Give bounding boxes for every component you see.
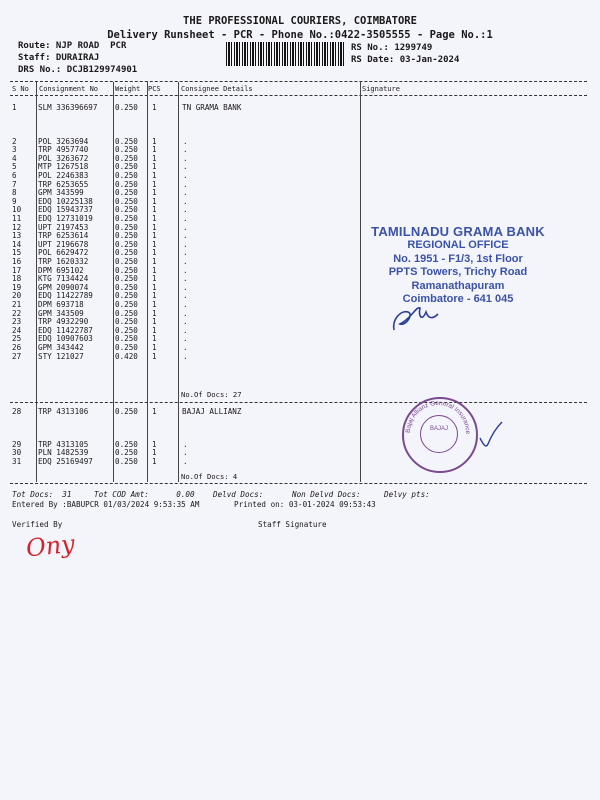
header-divider [10, 81, 587, 82]
cell-weight: 0.250 [115, 439, 138, 449]
cell-weight: 0.250 [115, 231, 138, 241]
cell-sno: 19 [12, 282, 22, 292]
table-row [0, 103, 600, 112]
col-weight: Weight [115, 85, 141, 93]
cell-weight: 0.250 [115, 103, 138, 112]
cell-consignment: POL 6629472 [38, 248, 89, 258]
cell-consignment: MTP 1267518 [38, 162, 89, 172]
cell-pcs: 1 [152, 334, 157, 344]
staff-label: Staff: DURAIRAJ [18, 53, 100, 63]
cell-weight: 0.250 [115, 214, 138, 223]
cell-consignment: STY 121027 [38, 351, 84, 361]
cell-sno: 12 [12, 222, 22, 232]
cell-pcs: 1 [152, 439, 157, 449]
cell-sno: 7 [12, 179, 17, 189]
cell-consignee: . [183, 188, 188, 198]
non-delivered-docs: Non Delvd Docs: [292, 490, 361, 499]
cell-pcs: 1 [152, 448, 157, 458]
cell-weight: 0.250 [115, 145, 138, 155]
barcode [226, 42, 344, 66]
cell-consignment: EDQ 10907603 [38, 334, 93, 344]
cell-pcs: 1 [152, 136, 157, 146]
cell-consignee: . [183, 214, 188, 223]
runsheet-title: THE PROFESSIONAL COURIERS, COIMBATORE [183, 15, 417, 27]
cell-pcs: 1 [152, 325, 157, 335]
cell-weight: 0.420 [115, 351, 138, 361]
cell-weight: 0.250 [115, 205, 138, 215]
consignee-name: BAJAJ ALLIANZ [182, 407, 242, 416]
cell-pcs: 1 [152, 248, 157, 258]
docs-count: No.Of Docs: 27 [181, 390, 242, 399]
cell-sno: 31 [12, 456, 22, 466]
cell-consignee: . [183, 196, 188, 206]
cell-consignee: . [183, 300, 188, 309]
cell-sno: 28 [12, 407, 22, 416]
group-divider [10, 402, 587, 403]
cell-sno: 18 [12, 274, 22, 284]
cell-pcs: 1 [152, 196, 157, 206]
cell-consignee: . [183, 274, 188, 284]
cell-pcs: 1 [152, 351, 157, 361]
cell-sno: 9 [12, 196, 17, 206]
cell-consignee: . [183, 282, 188, 292]
seal-center [420, 415, 458, 453]
cell-consignee: . [183, 317, 188, 327]
stamp-line: No. 1951 - F1/3, 1st Floor [393, 252, 523, 265]
cell-consignee: . [183, 248, 188, 258]
cell-sno: 16 [12, 257, 22, 266]
cell-pcs: 1 [152, 231, 157, 241]
cell-sno: 24 [12, 325, 22, 335]
cell-consignment: TRP 4313106 [38, 407, 89, 416]
cell-consignee: . [183, 231, 188, 241]
cell-pcs: 1 [152, 291, 157, 301]
cell-consignment: SLM 336396697 [38, 103, 98, 112]
cell-pcs: 1 [152, 456, 157, 466]
cell-sno: 6 [12, 171, 17, 180]
cell-weight: 0.250 [115, 239, 138, 249]
cell-consignee: . [183, 265, 188, 275]
cell-sno: 27 [12, 351, 22, 361]
cell-weight: 0.250 [115, 171, 138, 180]
consignee-name: TN GRAMA BANK [182, 103, 242, 112]
cell-consignee: . [183, 239, 188, 249]
cell-consignee: . [183, 162, 188, 172]
cell-weight: 0.250 [115, 334, 138, 344]
col-signature: Signature [362, 85, 400, 93]
cell-sno: 14 [12, 239, 22, 249]
table-row [0, 352, 600, 361]
cell-consignment: TRP 1620332 [38, 257, 89, 266]
cell-consignment: GPM 2090074 [38, 282, 89, 292]
cell-consignment: TRP 6253655 [38, 179, 89, 189]
cell-sno: 8 [12, 188, 17, 198]
column-divider [10, 95, 587, 96]
cell-consignee: . [183, 136, 188, 146]
cell-pcs: 1 [152, 343, 157, 352]
cell-weight: 0.250 [115, 282, 138, 292]
cell-pcs: 1 [152, 222, 157, 232]
stamp-line: PPTS Towers, Trichy Road [388, 266, 528, 278]
route-label: Route: NJP ROAD PCR [18, 41, 127, 51]
cell-pcs: 1 [152, 145, 157, 155]
cell-pcs: 1 [152, 179, 157, 189]
cell-consignment: EDQ 10225138 [38, 196, 93, 206]
cell-sno: 15 [12, 248, 22, 258]
cell-weight: 0.250 [115, 300, 138, 309]
table-row [0, 407, 600, 416]
docs-count: No.Of Docs: 4 [181, 472, 238, 481]
stamp-line: Ramanathapuram [411, 279, 505, 292]
cell-weight: 0.250 [115, 325, 138, 335]
printed-on: Printed on: 03-01-2024 09:53:43 [234, 500, 376, 509]
cell-consignee: . [183, 145, 188, 155]
seal-center-text: BAJAJ [429, 426, 448, 432]
total-docs: Tot Docs: 31 [12, 490, 72, 499]
cell-consignment: DPM 695102 [38, 265, 84, 275]
cell-pcs: 1 [152, 205, 157, 215]
verified-by-label: Verified By [12, 520, 63, 529]
cell-sno: 2 [12, 136, 17, 146]
cell-consignment: EDQ 11422787 [38, 325, 93, 335]
cell-pcs: 1 [152, 103, 157, 112]
cell-consignee: . [183, 456, 188, 466]
tick-mark [478, 420, 504, 450]
cell-weight: 0.250 [115, 188, 138, 198]
cell-sno: 26 [12, 343, 22, 352]
cell-consignment: UPT 2197453 [38, 222, 89, 232]
cell-weight: 0.250 [115, 196, 138, 206]
cell-consignment: POL 3263694 [38, 136, 89, 146]
verified-handwriting: Ony [24, 529, 77, 563]
cell-consignment: KTG 7134424 [38, 274, 89, 284]
cell-consignment: TRP 4932290 [38, 317, 89, 327]
cell-pcs: 1 [152, 257, 157, 266]
cell-consignee: . [183, 351, 188, 361]
cell-weight: 0.250 [115, 257, 138, 266]
delivered-docs: Delvd Docs: [213, 490, 264, 499]
col-pcs: PCS [148, 85, 161, 93]
rs-number: RS No.: 1299749 [351, 43, 433, 53]
cell-consignment: EDQ 11422789 [38, 291, 93, 301]
cell-consignment: POL 3263672 [38, 153, 89, 163]
cell-consignee: . [183, 448, 188, 458]
cell-consignment: DPM 693718 [38, 300, 84, 309]
cell-pcs: 1 [152, 188, 157, 198]
rs-date: RS Date: 03-Jan-2024 [351, 55, 460, 65]
cell-weight: 0.250 [115, 291, 138, 301]
cell-sno: 20 [12, 291, 22, 301]
cell-sno: 11 [12, 214, 22, 223]
cell-consignment: TRP 4957740 [38, 145, 89, 155]
cell-sno: 10 [12, 205, 22, 215]
cell-weight: 0.250 [115, 407, 138, 416]
cell-consignment: TRP 4313105 [38, 439, 89, 449]
cell-weight: 0.250 [115, 274, 138, 284]
bank-stamp [358, 224, 558, 307]
cell-consignment: GPM 343599 [38, 188, 84, 198]
stamp-line: REGIONAL OFFICE [407, 239, 509, 251]
cell-consignee: . [183, 308, 188, 318]
cell-consignment: GPM 343509 [38, 308, 84, 318]
stamp-line: Coimbatore - 641 045 [402, 293, 514, 305]
cell-weight: 0.250 [115, 308, 138, 318]
cell-sno: 25 [12, 334, 22, 344]
cell-sno: 29 [12, 439, 22, 449]
cell-consignee: . [183, 291, 188, 301]
staff-signature-label: Staff Signature [258, 520, 327, 529]
cell-pcs: 1 [152, 407, 157, 416]
group-divider [10, 483, 587, 484]
cell-consignee: . [183, 153, 188, 163]
cell-consignment: EDQ 15943737 [38, 205, 93, 215]
seal-ring-text: Bajaj Allianz General Insurance [404, 399, 472, 435]
cell-consignee: . [183, 179, 188, 189]
cell-consignee: . [183, 334, 188, 344]
cell-consignment: GPM 343442 [38, 343, 84, 352]
runsheet-subtitle: Delivery Runsheet - PCR - Phone No.:0422-3505555 - Page No.:1 [107, 29, 493, 41]
cell-sno: 3 [12, 145, 17, 155]
drs-number: DRS No.: DCJB129974901 [18, 65, 138, 75]
cell-weight: 0.250 [115, 343, 138, 352]
cell-weight: 0.250 [115, 265, 138, 275]
cell-weight: 0.250 [115, 448, 138, 458]
cell-consignment: TRP 6253614 [38, 231, 89, 241]
cell-weight: 0.250 [115, 222, 138, 232]
cell-consignee: . [183, 439, 188, 449]
cell-weight: 0.250 [115, 162, 138, 172]
cell-pcs: 1 [152, 214, 157, 223]
cell-sno: 23 [12, 317, 22, 327]
cell-sno: 4 [12, 153, 17, 163]
cell-pcs: 1 [152, 274, 157, 284]
bank-signature [388, 300, 448, 334]
cell-pcs: 1 [152, 171, 157, 180]
cell-consignment: EDQ 12731019 [38, 214, 93, 223]
cell-pcs: 1 [152, 153, 157, 163]
table-row [0, 457, 600, 466]
cell-consignee: . [183, 205, 188, 215]
delivery-points: Delvy pts: [384, 490, 430, 499]
cell-sno: 1 [12, 103, 17, 112]
cell-sno: 17 [12, 265, 22, 275]
cell-sno: 5 [12, 162, 17, 172]
total-cod: Tot COD Amt: 0.00 [94, 490, 195, 499]
cell-pcs: 1 [152, 239, 157, 249]
cell-pcs: 1 [152, 308, 157, 318]
cell-pcs: 1 [152, 265, 157, 275]
cell-sno: 21 [12, 300, 22, 309]
cell-consignee: . [183, 222, 188, 232]
stamp-line: TAMILNADU GRAMA BANK [371, 224, 545, 239]
col-consignee: Consignee Details [181, 85, 253, 93]
cell-weight: 0.250 [115, 248, 138, 258]
col-sno: S No [12, 85, 29, 93]
cell-pcs: 1 [152, 282, 157, 292]
cell-consignment: UPT 2196678 [38, 239, 89, 249]
cell-weight: 0.250 [115, 136, 138, 146]
cell-pcs: 1 [152, 300, 157, 309]
cell-sno: 22 [12, 308, 22, 318]
cell-weight: 0.250 [115, 317, 138, 327]
cell-weight: 0.250 [115, 153, 138, 163]
cell-sno: 13 [12, 231, 22, 241]
cell-consignee: . [183, 171, 188, 180]
cell-consignment: EDQ 25169497 [38, 456, 93, 466]
cell-weight: 0.250 [115, 179, 138, 189]
cell-consignment: POL 2246383 [38, 171, 89, 180]
entered-by: Entered By :BABUPCR 01/03/2024 9:53:35 AM [12, 500, 200, 509]
cell-consignee: . [183, 257, 188, 266]
cell-weight: 0.250 [115, 456, 138, 466]
cell-pcs: 1 [152, 317, 157, 327]
cell-consignment: PLN 1482539 [38, 448, 89, 458]
bajaj-seal [402, 397, 478, 473]
cell-sno: 30 [12, 448, 22, 458]
cell-consignee: . [183, 325, 188, 335]
col-consignment: Consignment No [39, 85, 99, 93]
cell-consignee: . [183, 343, 188, 352]
cell-pcs: 1 [152, 162, 157, 172]
